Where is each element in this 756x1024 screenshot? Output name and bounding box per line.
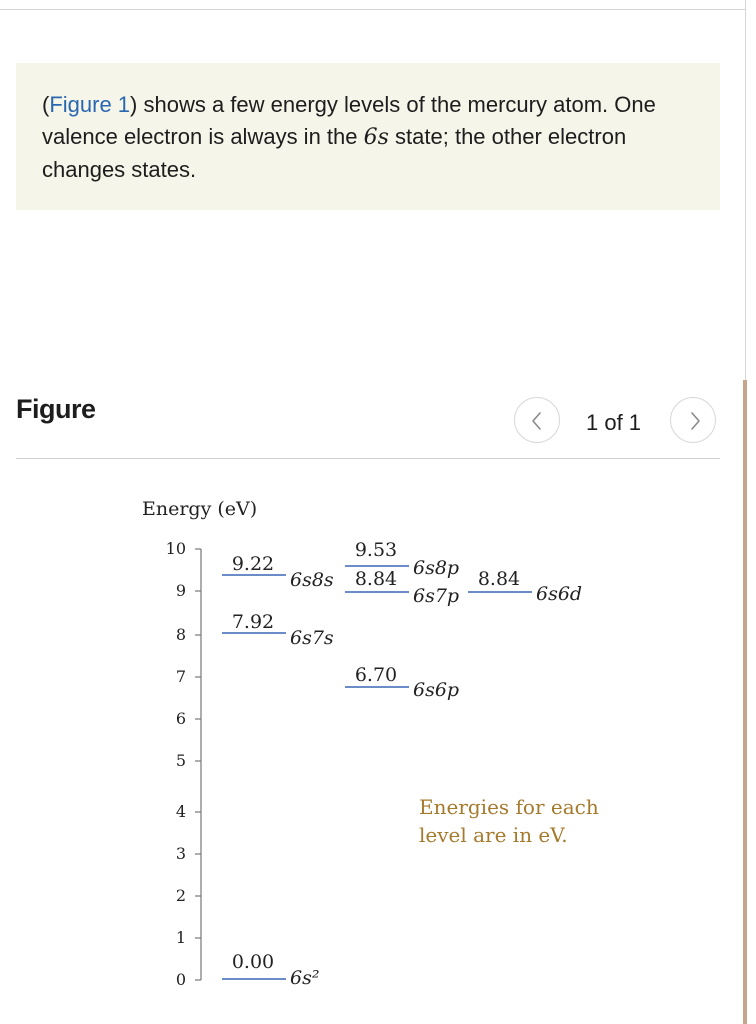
- level-value: 7.92: [231, 611, 275, 633]
- tick-label: 1: [175, 928, 186, 947]
- level-state: 6s²: [290, 967, 320, 989]
- tick-label: 0: [175, 970, 186, 989]
- problem-statement-panel: [16, 63, 720, 210]
- tick-label: 10: [165, 539, 186, 558]
- note-line: level are in eV.: [419, 823, 568, 847]
- level-state: 6s8s: [290, 569, 334, 591]
- tick-label: 4: [175, 802, 186, 821]
- tick-label: 2: [175, 886, 186, 905]
- right-divider: [745, 0, 746, 380]
- figure-pager: 1 of 1: [586, 410, 642, 435]
- level-6s6p: [345, 664, 459, 701]
- energy-units-note: [419, 795, 599, 847]
- level-state: 6s7s: [290, 627, 334, 649]
- level-6s8s: [222, 553, 334, 591]
- previous-figure-button[interactable]: [514, 397, 560, 443]
- right-accent-bar: [743, 380, 747, 1024]
- state-symbol: 6s: [363, 125, 389, 150]
- tick-label: 9: [175, 581, 186, 600]
- tick-label: 3: [175, 844, 186, 863]
- tick-labels: [166, 539, 186, 989]
- level-value: 6.70: [354, 664, 398, 686]
- note-line: Energies for each: [419, 795, 599, 819]
- problem-text-end: state; the other electron changes states.: [42, 124, 627, 182]
- level-state: 6s8p: [413, 557, 460, 579]
- next-figure-button[interactable]: [670, 397, 716, 443]
- chevron-left-icon: [515, 398, 561, 444]
- y-axis-label: Energy (eV): [142, 498, 258, 520]
- tick-label: 7: [175, 667, 186, 686]
- figure-link[interactable]: Figure 1: [49, 92, 131, 117]
- chevron-right-icon: [671, 398, 717, 444]
- top-divider: [0, 9, 746, 10]
- level-6s7s: [222, 611, 334, 649]
- energy-level-diagram: [0, 460, 740, 1020]
- level-state: 6s6d: [536, 583, 583, 605]
- energy-axis: [166, 539, 201, 989]
- level-6s2: [222, 951, 319, 989]
- level-value: 9.22: [231, 553, 275, 575]
- problem-text-open: (: [42, 92, 50, 117]
- level-state: 6s6p: [413, 679, 460, 701]
- level-value: 9.53: [354, 539, 398, 561]
- level-6s6d: [468, 568, 582, 605]
- tick-label: 6: [175, 709, 186, 728]
- level-value: 8.84: [354, 568, 398, 590]
- level-value: 0.00: [231, 951, 275, 973]
- problem-text-body: ) shows a few energy levels of the mercury atom. One valence electron is always in the: [42, 92, 656, 149]
- tick-marks: [195, 549, 201, 980]
- level-state: 6s7p: [413, 585, 460, 607]
- figure-heading: Figure: [16, 394, 96, 424]
- tick-label: 8: [175, 625, 186, 644]
- figure-divider: [16, 458, 720, 459]
- problem-text: [42, 89, 702, 186]
- level-value: 8.84: [477, 568, 521, 590]
- tick-label: 5: [175, 751, 186, 770]
